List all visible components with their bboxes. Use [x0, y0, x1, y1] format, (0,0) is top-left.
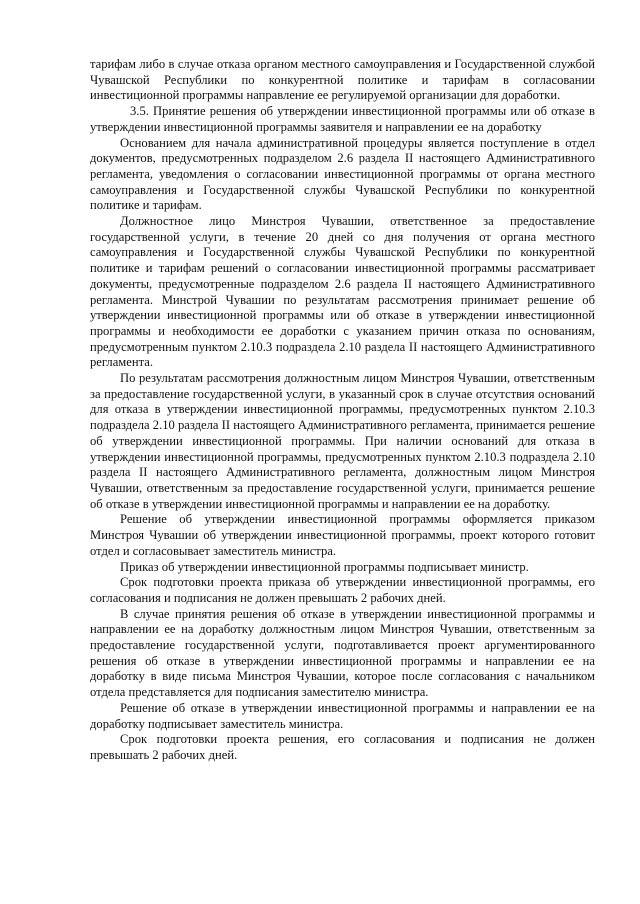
- paragraph-continuation: тарифам либо в случае отказа органом местного самоуправления и Государственной службой Чувашской Республики по конкурентной политике и тарифам в согласовании инвестиционной программы направление ее регулируемой организации для доработки.: [90, 57, 595, 103]
- paragraph: Решение об утверждении инвестиционной программы оформляется приказом Минстроя Чувашии об утверждении инвестиционной программы, проект которого готовит отдел и согласовывает заместитель министра.: [90, 512, 595, 558]
- paragraph: Срок подготовки проекта приказа об утверждении инвестиционной программы, его согласования и подписания не должен превышать 2 рабочих дней.: [90, 575, 595, 605]
- paragraph: Решение об отказе в утверждении инвестиционной программы и направлении ее на доработку подписывает заместитель министра.: [90, 700, 595, 731]
- paragraph: В случае принятия решения об отказе в утверждении инвестиционной программы и направлении ее на доработку должностным лицом Минстроя Чувашии, ответственным за предоставление государственной услуги, подготавливается проект аргументированного решения об отказе в утверждении инвестиционной программы и направлении ее на доработку в виде письма Минстроя Чувашии, которое после согласования с начальником отдела представляется для подписания заместителю министра.: [90, 606, 595, 700]
- paragraph: Приказ об утверждении инвестиционной программы подписывает министр.: [120, 559, 529, 574]
- document-page: [90, 57, 595, 764]
- paragraph: Основанием для начала административной процедуры является поступление в отдел документов, предусмотренных подразделом 2.6 раздела II настоящего Административного регламента, уведомления о согласовании инвестиционной программы от органа местного самоуправления и Государственной службы Чувашской Республики по конкурентной политике и тарифам.: [90, 135, 595, 213]
- paragraph: Должностное лицо Минстроя Чувашии, ответственное за предоставление государственной услуги, в течение 20 дней со дня получения от органа местного самоуправления и Государственной службы Чувашской Республики по конкурентной политике и тарифам решений о согласовании инвестиционной программы рассматривает документы, предусмотренные подразделом 2.6 раздела II настоящего Административного регламента. Минстрой Чувашии по результатам рассмотрения принимает решение об утверждении инвестиционной программы или об отказе в утверждении инвестиционной программы и необходимости ее доработки с указанием причин отказа по основаниям, предусмотренным пунктом 2.10.3 подраздела 2.10 раздела II настоящего Административного регламента.: [90, 214, 595, 370]
- paragraph: Срок подготовки проекта решения, его согласования и подписания не должен превышать 2 рабочих дней.: [90, 732, 595, 762]
- paragraph: По результатам рассмотрения должностным лицом Минстроя Чувашии, ответственным за предоставление государственной услуги, в указанный срок в случае отсутствия оснований для отказа в утверждении инвестиционной программы, предусмотренных пунктом 2.10.3 подраздела 2.10 раздела II настоящего Административного регламента, принимается решение об утверждении инвестиционной программы. При наличии оснований для отказа в утверждении инвестиционной программы, предусмотренных пунктом 2.10.3 подраздела 2.10 раздела II настоящего Административного регламента, должностным лицом Минстроя Чувашии, ответственным за предоставление государственной услуги, принимается решение об отказе в утверждении инвестиционной программы и направлении ее на доработку.: [90, 371, 595, 511]
- section-heading-3-5: 3.5. Принятие решения об утверждении инвестиционной программы или об отказе в утверждении инвестиционной программы заявителя и направлении ее на доработку: [90, 104, 595, 134]
